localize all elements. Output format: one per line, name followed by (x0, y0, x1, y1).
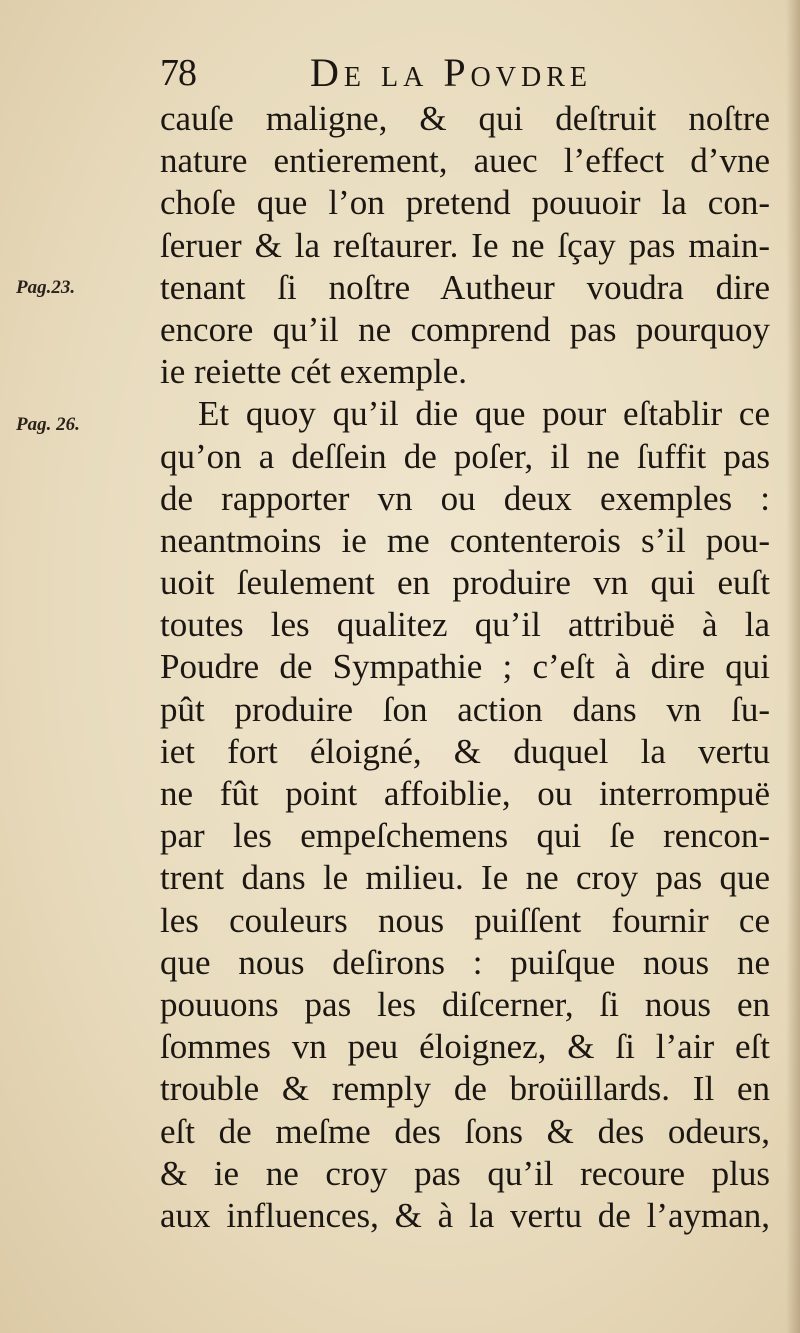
text-line: uoit ſeulement en produire vn qui euſt (160, 563, 770, 603)
text-line: & ie ne croy pas qu’il recoure plus (160, 1153, 770, 1193)
text-line: trent dans le milieu. Ie ne croy pas que (160, 858, 770, 898)
text-line: encore qu’il ne comprend pas pourquoy (160, 309, 770, 349)
text-line: ie reiette cét exemple. (160, 352, 468, 392)
text-line: ne fût point affoiblie, ou interrompuë (160, 774, 770, 813)
page-edge-shadow (786, 0, 800, 1333)
text-line: trouble & remply de broüillards. Il en (160, 1069, 770, 1109)
text-line: pût produire ſon action dans vn ſu- (160, 689, 770, 729)
text-line: de rapporter vn ou deux exemples : (160, 478, 770, 518)
text-line: pouuons pas les diſcerner, ſi nous en (160, 984, 770, 1024)
running-header (160, 48, 780, 98)
text-line: cauſe maligne, & qui deſtruit noſtre (160, 99, 770, 138)
text-line: par les empeſchemens qui ſe rencon- (160, 816, 770, 856)
margin-note-page-reference: Pag. 26. (16, 414, 80, 435)
page-number: 78 (160, 52, 196, 94)
text-line: choſe que l’on pretend pouuoir la con- (160, 183, 770, 223)
text-line: tenant ſi noſtre Autheur voudra dire (160, 267, 770, 307)
text-line: aux influences, & à la vertu de l’ayman, (160, 1195, 770, 1235)
text-line: que nous deſirons : puiſque nous ne (160, 942, 770, 982)
text-line: nature entierement, auec l’effect d’vne (160, 141, 770, 181)
text-line: ſommes vn peu éloignez, & ſi l’air eſt (160, 1027, 770, 1067)
text-line: eſt de meſme des ſons & des odeurs, (160, 1111, 770, 1151)
text-line: Et quoy qu’il die que pour eſtablir ce (198, 394, 770, 434)
text-line: les couleurs nous puiſſent fournir ce (160, 900, 770, 940)
text-line: Poudre de Sympathie ; c’eſt à dire qui (160, 647, 770, 687)
text-line: neantmoins ie me contenterois s’il pou- (160, 520, 770, 560)
text-line: toutes les qualitez qu’il attribuë à la (160, 605, 770, 645)
margin-note-page-reference: Pag.23. (16, 277, 76, 298)
running-title: De la Povdre (310, 50, 593, 95)
text-line: iet fort éloigné, & duquel la vertu (160, 731, 770, 771)
text-line: ſeruer & la reſtaurer. Ie ne ſçay pas main- (160, 225, 770, 265)
body-text (160, 98, 770, 1237)
text-line: qu’on a deſſein de poſer, il ne ſuffit pas (160, 436, 770, 476)
